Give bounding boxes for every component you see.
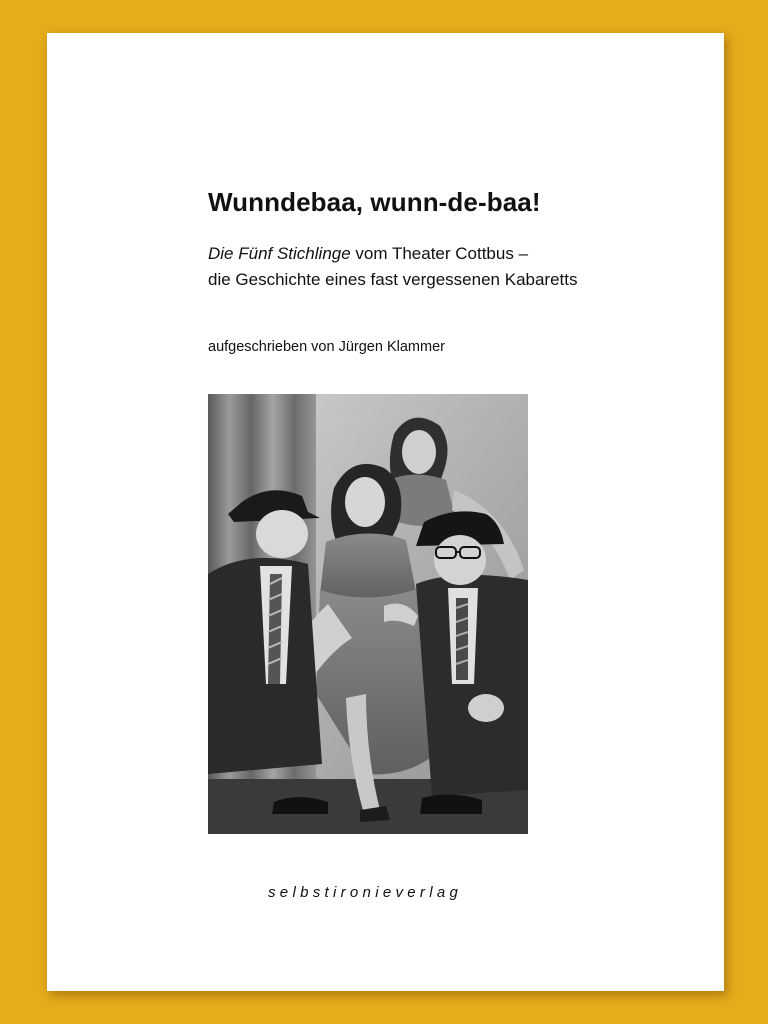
cover-photo-image — [208, 394, 528, 834]
subtitle-ensemble-name: Die Fünf Stichlinge — [208, 244, 351, 263]
subtitle-line-2: die Geschichte eines fast vergessenen Kabaretts — [208, 270, 578, 289]
book-title: Wunndebaa, wunn-de-baa! — [208, 187, 541, 217]
cover-photo — [208, 394, 528, 834]
publisher-name: selbstironieverlag — [268, 884, 463, 901]
author-byline: aufgeschrieben von Jürgen Klammer — [208, 339, 445, 355]
book-cover-page — [47, 33, 724, 991]
subtitle-line-1-rest: vom Theater Cottbus – — [350, 244, 529, 263]
book-subtitle — [208, 241, 578, 293]
